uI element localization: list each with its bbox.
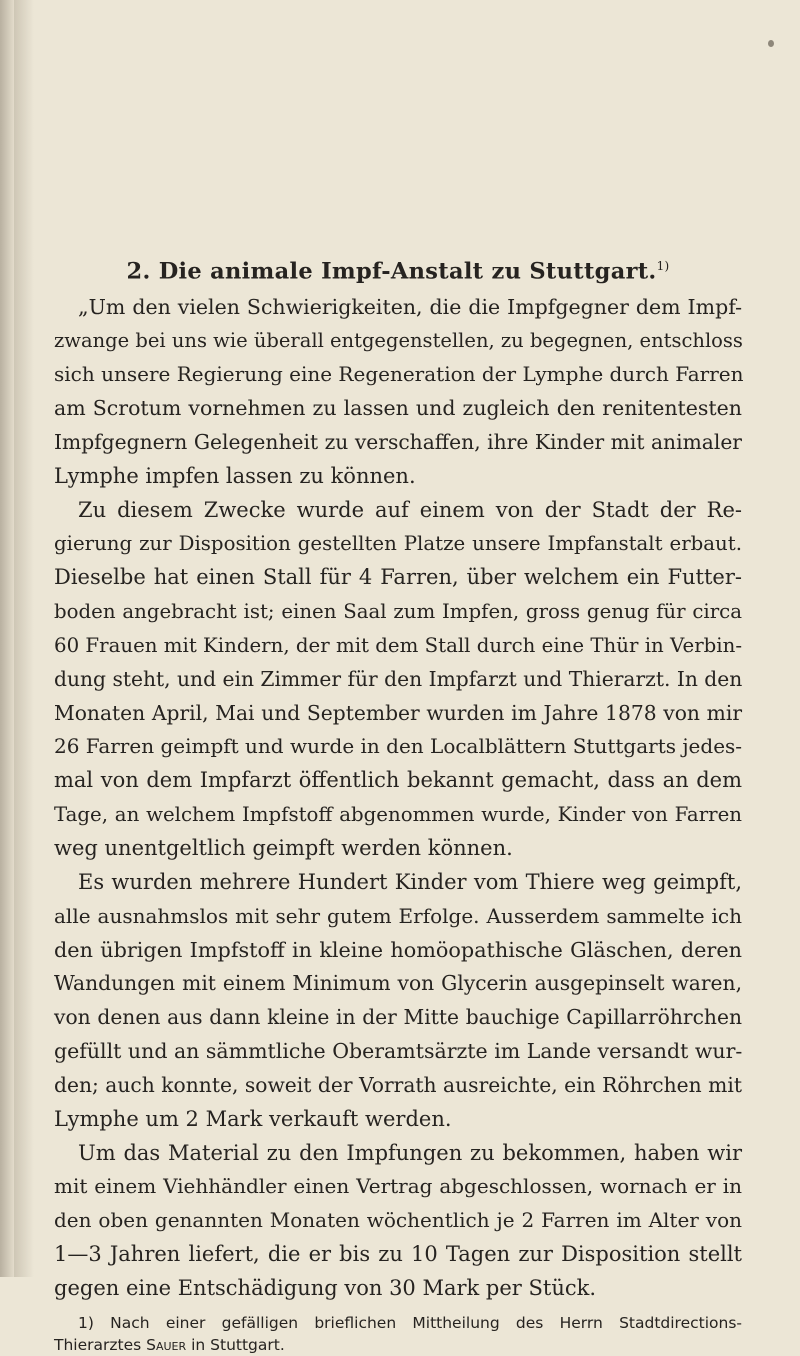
footnote-text: in Stuttgart. (191, 1335, 285, 1354)
paragraph-1 (54, 291, 742, 494)
text-line: boden angebracht ist; einen Saal zum Impfen, gross genug für circa (54, 600, 742, 624)
text-line: zwange bei uns wie überall entgegenstellen, zu begegnen, entschloss (54, 329, 743, 353)
text-line: 1—3 Jahren liefert, die er bis zu 10 Tagen zur Disposition stellt (54, 1242, 742, 1267)
text-line: von denen aus dann kleine in der Mitte bauchige Capillarröhrchen (54, 1005, 742, 1030)
footnote-line: 1) Nach einer gefälligen brieflichen Mittheilung des Herrn Stadtdirections- (78, 1313, 742, 1332)
text-line: 60 Frauen mit Kindern, der mit dem Stall durch eine Thür in Verbin- (54, 633, 742, 657)
text-line: den übrigen Impfstoff in kleine homöopathische Gläschen, deren (54, 937, 742, 962)
footnote-marker: 1) (656, 259, 670, 273)
text-line: mal von dem Impfarzt öffentlich bekannt gemacht, dass an dem (54, 768, 742, 793)
text-line: weg unentgeltlich geimpft werden können. (54, 836, 513, 860)
footnote (54, 1312, 742, 1356)
page-edge (0, 0, 14, 1277)
text-line: den; auch konnte, soweit der Vorrath ausreichte, ein Röhrchen mit (54, 1072, 742, 1097)
text-line: sich unsere Regierung eine Regeneration der Lymphe durch Farren (54, 362, 744, 387)
paragraph-2 (54, 494, 742, 866)
text-line: Wandungen mit einem Minimum von Glycerin ausgepinselt waren, (54, 971, 742, 996)
section-heading-text: 2. Die animale Impf-Anstalt zu Stuttgart. (126, 258, 657, 285)
text-line: am Scrotum vornehmen zu lassen und zugleich den renitentesten (54, 396, 742, 421)
text-line: Monaten April, Mai und September wurden im Jahre 1878 von mir (54, 700, 742, 725)
section-heading (54, 249, 742, 289)
paper-speck (768, 40, 774, 47)
text-line: Lymphe um 2 Mark verkauft werden. (54, 1106, 452, 1131)
text-line: Um das Material zu den Impfungen zu bekommen, haben wir (78, 1140, 742, 1165)
text-line: den oben genannten Monaten wöchentlich je 2 Farren im Alter von (54, 1208, 742, 1233)
text-line: Zu diesem Zwecke wurde auf einem von der Stadt der Re- (78, 497, 742, 522)
text-line: Lymphe impfen lassen zu können. (54, 463, 416, 488)
page-content (54, 249, 742, 1356)
footnote-line (54, 1334, 742, 1356)
spine-shadow (14, 0, 34, 1277)
text-line: „Um den vielen Schwierigkeiten, die die Impfgegner dem Impf- (78, 294, 742, 319)
text-line: Dieselbe hat einen Stall für 4 Farren, über welchem ein Futter- (54, 565, 742, 590)
text-line: mit einem Viehhändler einen Vertrag abgeschlossen, wornach er in (54, 1174, 742, 1199)
paragraph-4 (54, 1137, 742, 1306)
text-line: gegen eine Entschädigung von 30 Mark per Stück. (54, 1275, 597, 1300)
text-line: Impfgegnern Gelegenheit zu verschaffen, ihre Kinder mit animaler (54, 429, 742, 454)
text-line: alle ausnahmslos mit sehr gutem Erfolge. Ausserdem sammelte ich (54, 903, 742, 928)
text-line: 26 Farren geimpft und wurde in den Localblättern Stuttgarts jedes- (54, 734, 743, 759)
footnote-person-name: Sauer (146, 1335, 187, 1354)
paragraph-3 (54, 866, 742, 1137)
text-line: dung steht, und ein Zimmer für den Impfarzt und Thierarzt. In den (54, 666, 743, 691)
text-line: gierung zur Disposition gestellten Platze unsere Impfanstalt erbaut. (54, 532, 742, 556)
text-line: Tage, an welchem Impfstoff abgenommen wurde, Kinder von Farren (54, 803, 742, 827)
text-line: gefüllt und an sämmtliche Oberamtsärzte im Lande versandt wur- (54, 1039, 743, 1064)
footnote-text: Thierarztes (54, 1335, 142, 1354)
text-line: Es wurden mehrere Hundert Kinder vom Thiere weg geimpft, (78, 869, 742, 894)
